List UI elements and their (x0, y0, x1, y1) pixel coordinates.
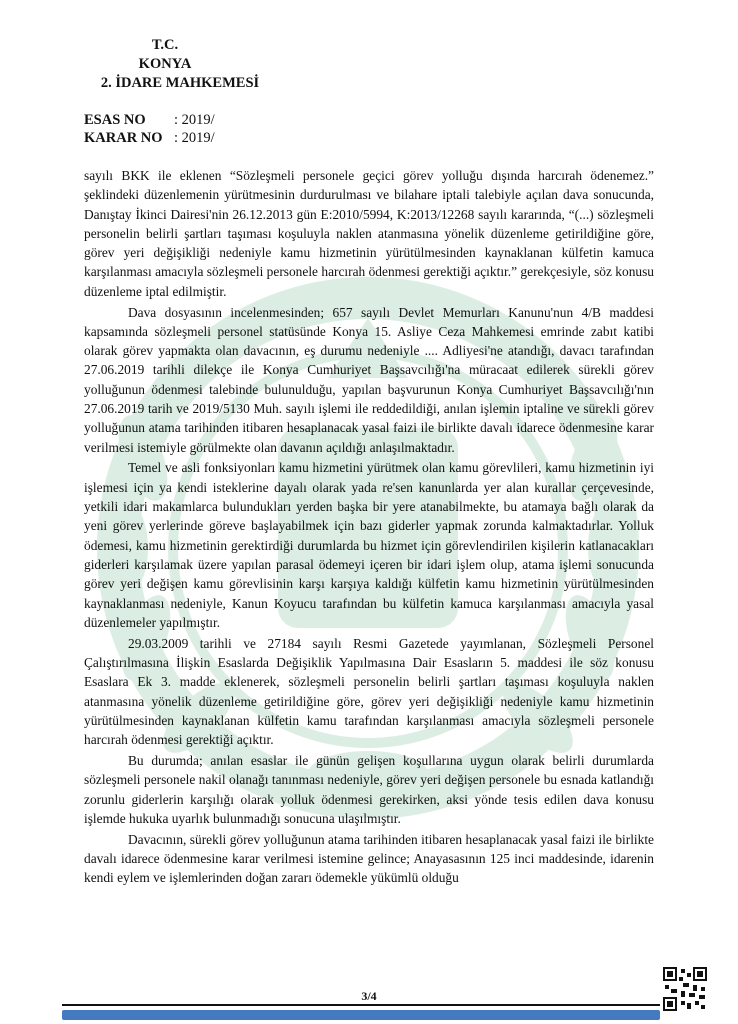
header-court-name: 2. İDARE MAHKEMESİ (100, 75, 260, 91)
karar-label: KARAR NO (84, 130, 163, 146)
court-header (90, 36, 290, 93)
header-city: KONYA (138, 56, 192, 72)
karar-row (84, 129, 215, 147)
paragraph: 29.03.2009 tarihli ve 27184 sayılı Resmi Gazetede yayımlanan, Sözleşmeli Personel Çalıştırılmasına İlişkin Esaslarda Değişiklik Yapılmasına Dair Esasların 5. maddesi ile söz konusu Esaslara Ek 3. madde eklenerek, sözleşmeli personelin belirli şartları taşıması koşuluyla naklen atanmasına yönelik düzenleme getirildiğine göre, görev yeri değişikliği nedeniyle kamu hizmetinin yürütülmesinden kaynaklanan külfetin kamu tarafından karşılanması amacıyla sözleşmeli personele harcırah ödenmesi gerektiği açıktır. (84, 635, 654, 748)
paragraph: Temel ve asli fonksiyonları kamu hizmetini yürütmek olan kamu görevlileri, kamu hizmetinin iyi işlemesi için ya kendi isteklerine dayalı olarak yada re'sen kanunlarda yer alan kurallar çerçevesinde, yetkili idari makamlarca bulundukları yerden başka bir yere atanabilmekte, bu atamaya bağlı olarak da yeni görev yerlerinde göreve başlayabilmek için bazı giderler yapmak zorunda kalmaktadırlar. Yolluk ödemesi, kamu hizmetinin gerektirdiği durumlarda bu hizmet için görevlendirilen kişilerin katlanacakları giderleri karşılamak üzere yapılan parasal ödemeyi içeren bir idari işlem olup, atama işlemi sonucunda görev yeri değişen kamu görevlisinin karşı karşıya kaldığı külfetin kamu hizmetinin yürütülmesinden kaynaklanması nedeniyle, Kanun Koyucu tarafından bu külfetin kamuca karşılanması amacıyla yasal düzenlemeler yapılmıştır. (84, 460, 654, 630)
esas-value: : 2019/ (174, 112, 215, 128)
paragraph: Bu durumda; anılan esaslar ile günün gelişen koşullarına uygun olarak belirli durumlarda sözleşmeli personele nakil olanağı tanınması nedeniyle, görev yeri değişen personele bu esnada katlandığı zorunlu giderlerin karşılığı olarak yolluk ödenmesi gerekirken, aksi yönde tesis edilen dava konusu işlemde hukuka uyarlık bulunmadığı sonucuna ulaşılmıştır. (84, 752, 654, 826)
footer-divider (62, 1004, 660, 1006)
esas-row (84, 111, 215, 129)
paragraph: Dava dosyasının incelenmesinden; 657 sayılı Devlet Memurları Kanunu'nun 4/B maddesi kapsamında sözleşmeli personel statüsünde Konya 15. Asliye Ceza Mahkemesi emrinde zabıt katibi olarak görev yapmakta olan davacının, eş durumu nedeniyle .... Adliyesi'ne atandığı, davacı tarafından 27.06.2019 tarihli dilekçe ile Konya Cumhuriyet Başsavcılığı'na müracaat edilerek sürekli görev yolluğunun ödenmesi talebinde bulunulduğu, yapılan başvurunun Konya Cumhuriyet Başsavcılığı'nın 27.06.2019 tarih ve 2019/5130 Muh. sayılı işlemi ile reddedildiği, anılan işlemin iptaline ve sürekli görev yolluğunun atama tarihinden itibaren hesaplanacak yasal faizi ile birlikte davalı idarece ödenmesine karar verilmesi istemiyle görülmekte olan davanın açıldığı anlaşılmaktadır. (84, 304, 654, 455)
footer-band (62, 1010, 660, 1020)
header-tc: T.C. (151, 37, 179, 53)
esas-label: ESAS NO (84, 112, 146, 128)
paragraph: sayılı BKK ile eklenen “Sözleşmeli personele geçici görev yolluğu dışında harcırah ödenemez.” şeklindeki düzenlemenin yürütmesinin durdurulması ve bilahare iptali talebiyle açılan dava sonucunda, Danıştay İkinci Dairesi'nin 26.12.2013 gün E:2010/5994, K:2013/12268 sayılı kararında, “(...) sözleşmeli personelin belirli şartları taşıması koşuluyla naklen atanmasına yönelik düzenleme getirildiğine göre, görev yeri değişikliği nedeniyle kamu hizmetinin yürütülmesinden kaynaklanan külfetin kamuca karşılanması amacıyla sözleşmeli personele harcırah ödenmesi gerektiği açıktır.” gerekçesiyle, söz konusu düzenleme iptal edilmiştir. (84, 168, 654, 299)
paragraph: Davacının, sürekli görev yolluğunun atama tarihinden itibaren hesaplanacak yasal faizi ile birlikte davalı idarece ödenmesine karar verilmesi istemine gelince; Anayasasının 125 inci maddesinde, idarenin kendi eylem ve işlemlerinden doğan zararı ödemekle yükümlü olduğu (84, 831, 654, 886)
page-number: 3/4 (361, 989, 377, 1003)
case-info (84, 111, 215, 147)
karar-value: : 2019/ (174, 130, 215, 146)
document-body (84, 166, 654, 889)
